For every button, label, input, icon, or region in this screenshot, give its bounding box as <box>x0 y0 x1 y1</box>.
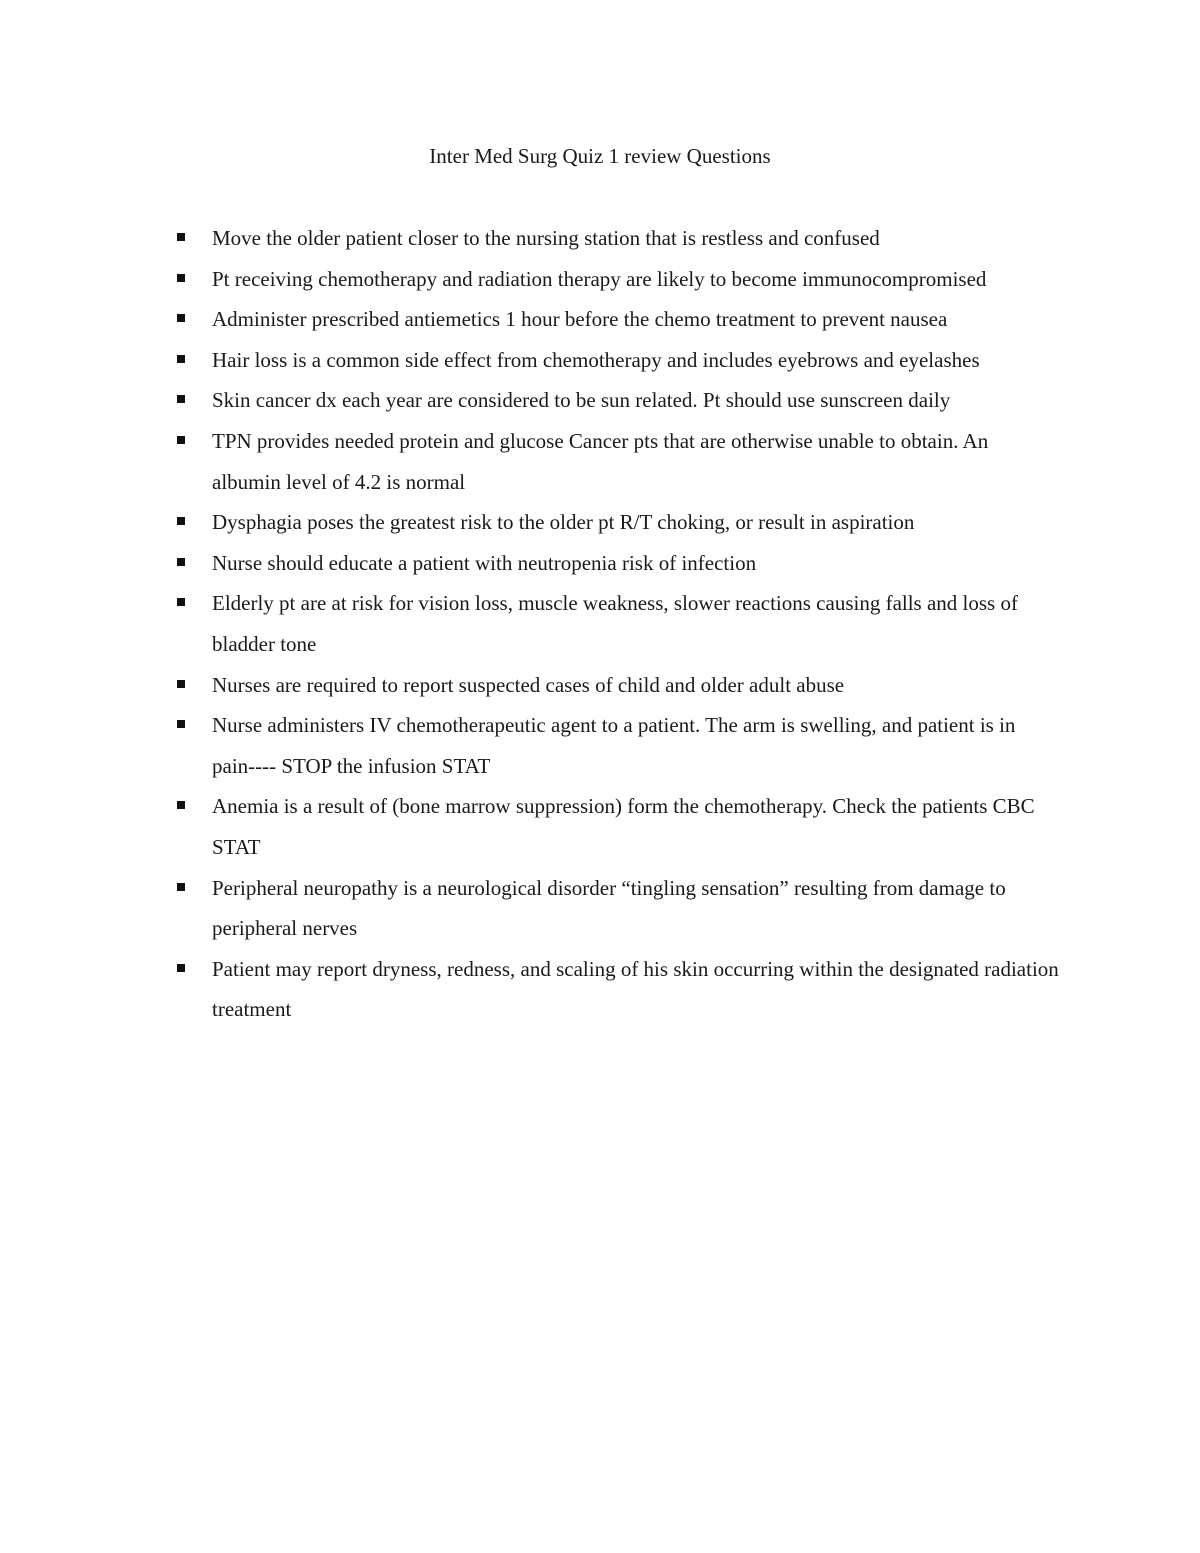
list-item-text: Hair loss is a common side effect from chemotherapy and includes eyebrows and eyelashes <box>212 347 980 372</box>
square-bullet-icon <box>177 598 185 606</box>
list-item <box>212 949 1062 1030</box>
list-item-text: Nurses are required to report suspected cases of child and older adult abuse <box>212 672 845 697</box>
list-item-text: Pt receiving chemotherapy and radiation therapy are likely to become immunocompromised <box>212 266 987 291</box>
square-bullet-icon <box>177 558 185 566</box>
square-bullet-icon <box>177 720 185 728</box>
square-bullet-icon <box>177 517 185 525</box>
list-item-text: Nurse should educate a patient with neutropenia risk of infection <box>212 550 757 575</box>
square-bullet-icon <box>177 395 185 403</box>
list-item <box>212 421 1062 502</box>
list-item-text: Skin cancer dx each year are considered to be sun related. Pt should use sunscreen daily <box>212 388 951 413</box>
list-item-text: Administer prescribed antiemetics 1 hour before the chemo treatment to prevent nausea <box>212 307 948 332</box>
list-item-text: Elderly pt are at risk for vision loss, muscle weakness, slower reactions causing falls and loss of bladder tone <box>212 591 1018 656</box>
square-bullet-icon <box>177 314 185 322</box>
list-item <box>212 705 1062 786</box>
list-item-text: Patient may report dryness, redness, and scaling of his skin occurring within the designated radiation treatment <box>212 956 1059 1022</box>
list-item <box>212 259 1062 300</box>
square-bullet-icon <box>177 436 185 444</box>
document-title: Inter Med Surg Quiz 1 review Questions <box>429 144 771 168</box>
list-item <box>212 380 1062 421</box>
square-bullet-icon <box>177 883 185 891</box>
list-item <box>212 218 1062 259</box>
list-item-text: Dysphagia poses the greatest risk to the older pt R/T choking, or result in aspiration <box>212 510 915 535</box>
square-bullet-icon <box>177 233 185 241</box>
list-item <box>212 786 1062 867</box>
list-item <box>212 868 1062 949</box>
list-item <box>212 299 1062 340</box>
list-item <box>212 340 1062 381</box>
square-bullet-icon <box>177 801 185 809</box>
list-item <box>212 502 1062 543</box>
list-item-text: Move the older patient closer to the nursing station that is restless and confused <box>212 226 880 250</box>
square-bullet-icon <box>177 274 185 282</box>
list-item-text: Peripheral neuropathy is a neurological disorder “tingling sensation” resulting from damage to peripheral nerves <box>212 875 1006 941</box>
square-bullet-icon <box>177 964 185 972</box>
square-bullet-icon <box>177 355 185 363</box>
review-questions-list <box>212 218 1062 1030</box>
list-item <box>212 543 1062 584</box>
square-bullet-icon <box>177 680 185 688</box>
list-item <box>212 665 1062 706</box>
list-item-text: Nurse administers IV chemotherapeutic agent to a patient. The arm is swelling, and patient is in pain---- STOP the infusion STAT <box>212 713 1016 778</box>
list-item <box>212 583 1062 664</box>
list-item-text: Anemia is a result of (bone marrow suppression) form the chemotherapy. Check the patients CBC STAT <box>212 794 1035 859</box>
list-item-text: TPN provides needed protein and glucose Cancer pts that are otherwise unable to obtain. An albumin level of 4.2 is normal <box>212 428 989 494</box>
